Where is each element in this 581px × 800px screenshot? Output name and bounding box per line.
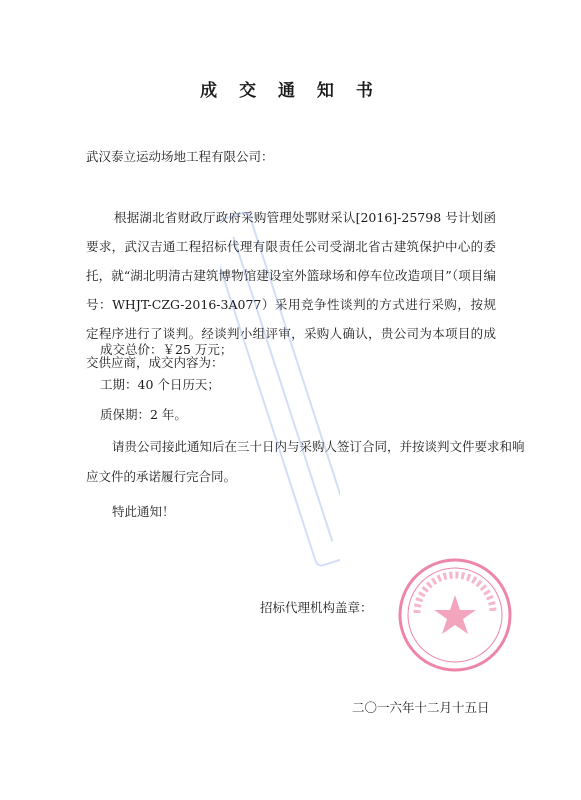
warranty-line: 质保期：2 年。: [100, 407, 187, 422]
notice-body-paragraph: 根据湖北省财政厅政府采购管理处鄂财采认[2016]-25798 号计划函要求，武汉吉通工程招标代理有限责任公司受湖北省古建筑保护中心的委托，就“湖北明清古建筑博物馆建设室外篮球场和停车位改造项目”（项目编号：WHJT-CZG-2016-3A077）采用竞争性谈判的方式进行采购，按规定程序进行了谈判。经谈判小组评审，采购人确认，贵公司为本项目的成交供应商，成交内容为：: [86, 210, 496, 370]
recipient-salutation: 武汉泰立运动场地工程有限公司：: [86, 149, 274, 164]
contract-paragraph-line-2: 应文件的承诺履行完合同。: [86, 469, 237, 484]
document-title: 成 交 通 知 书: [200, 81, 381, 101]
closing-line: 特此通知！: [112, 504, 175, 519]
stamp-label: 招标代理机构盖章：: [260, 600, 373, 615]
issue-date: 二〇一六年十二月十五日: [352, 700, 490, 715]
official-seal: [395, 555, 515, 675]
total-price-line: 成交总价：￥25 万元；: [100, 342, 233, 357]
contract-paragraph-line-1: 请贵公司接此通知后在三十日内与采购人签订合同，并按谈判文件要求和响: [112, 439, 525, 454]
duration-line: 工期：40 个日历天；: [100, 377, 220, 392]
